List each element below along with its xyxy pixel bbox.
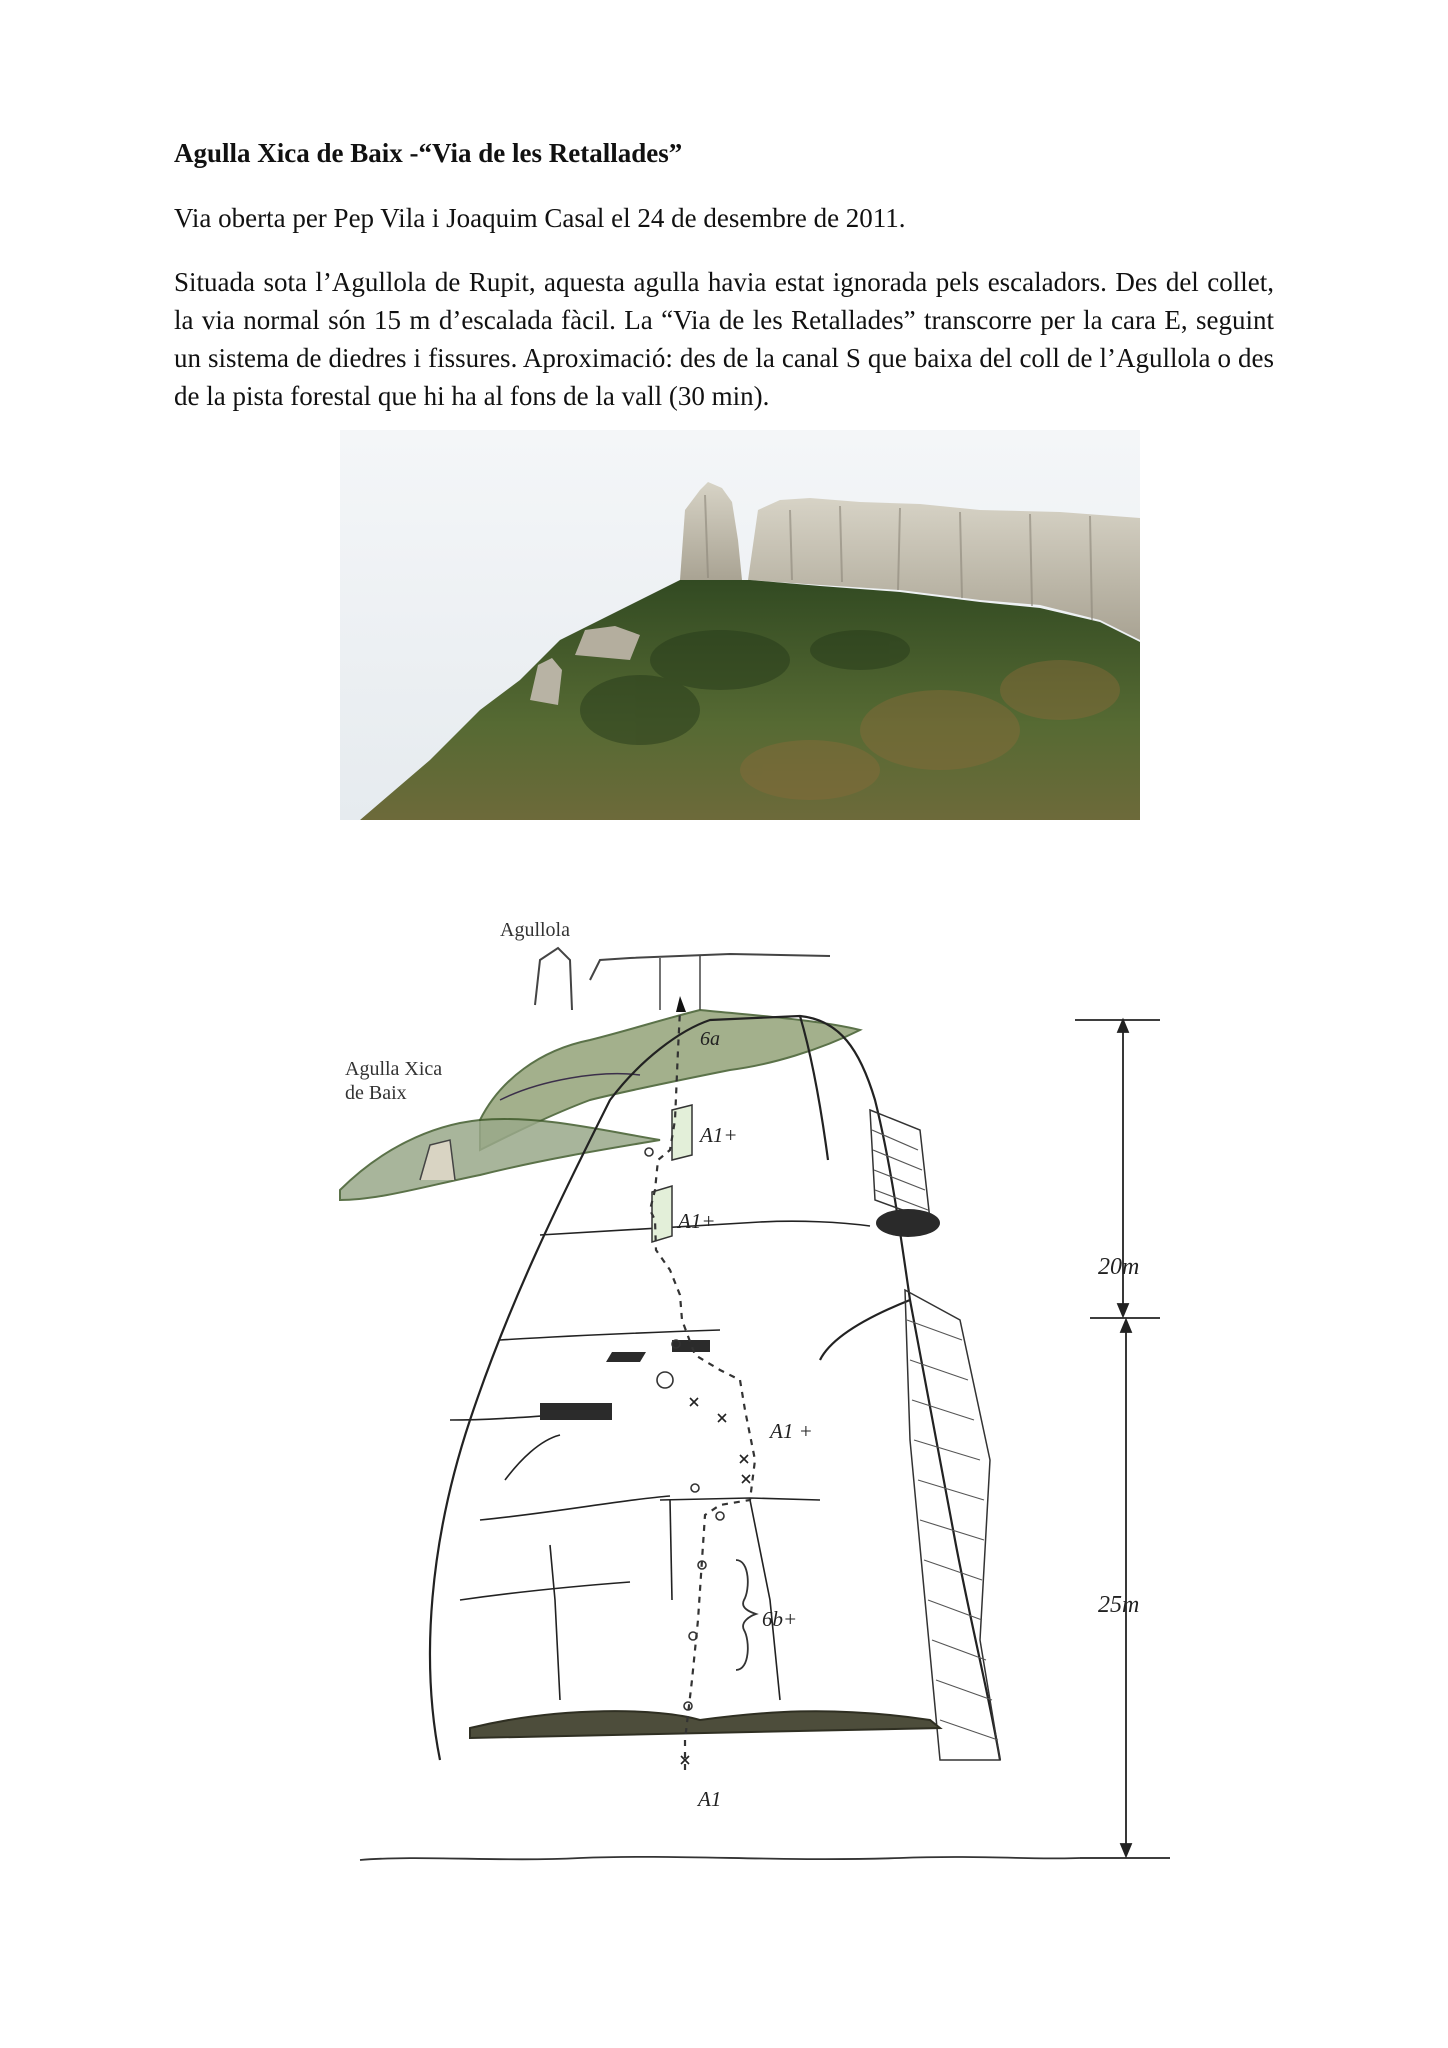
grade-a1-top: A1+ <box>700 1123 738 1147</box>
label-agulla-line1: Agulla Xica <box>345 1058 443 1080</box>
height-scale <box>1075 1020 1170 1858</box>
route-description-paragraph: Situada sota l’Agullola de Rupit, aquesta agulla havia estat ignorada pels escaladors. Des del collet, la via normal són 15 m d’escalada fàcil. La “Via de les Retallades” transcorre per la cara E, seguint un sistema de diedres i fissures. Aproximació: des de la canal S que baixa del coll de l’Agullola o des de la pista forestal que hi ha al fons de la vall (30 min). <box>174 267 1274 411</box>
grade-6b: 6b+ <box>762 1607 798 1631</box>
cliff-photo <box>340 430 1140 820</box>
route-topo-drawing <box>300 900 1170 1870</box>
ground-line <box>360 1857 1080 1860</box>
grade-a1-mid: A1+ <box>678 1209 716 1233</box>
label-agullola: Agullola <box>500 919 570 941</box>
base-roof <box>470 1711 940 1738</box>
grade-a1-base: A1 <box>698 1787 722 1811</box>
route-opening-paragraph: Via oberta per Pep Vila i Joaquim Casal el 24 de desembre de 2011. <box>174 203 906 233</box>
label-agulla-line2: de Baix <box>345 1082 407 1104</box>
document-title: Agulla Xica de Baix -“Via de les Retallades” <box>174 138 683 168</box>
grade-a1-low: A1 + <box>770 1419 813 1443</box>
inset-massif-sketch <box>340 919 860 1200</box>
height-upper-label: 20m <box>1098 1254 1140 1280</box>
height-lower-label: 25m <box>1098 1592 1140 1618</box>
grade-6a: 6a <box>700 1028 720 1050</box>
